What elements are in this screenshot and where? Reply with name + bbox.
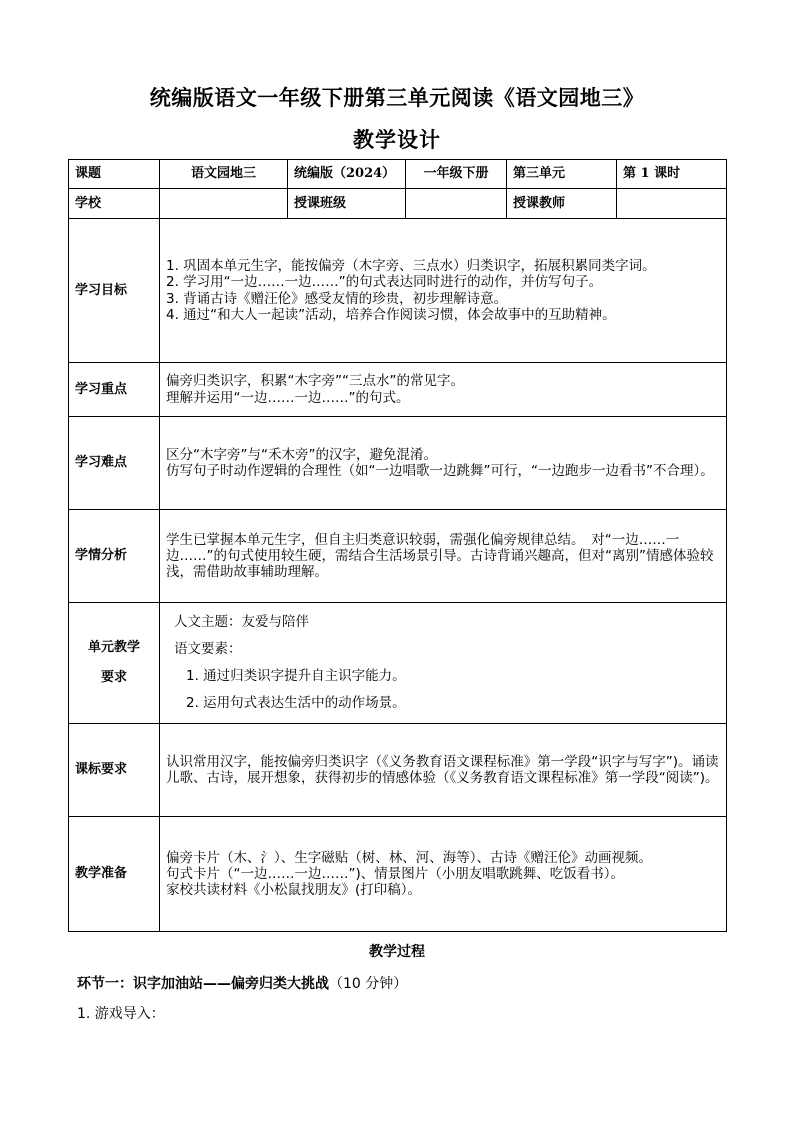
label-teacher: 授课教师 bbox=[507, 189, 617, 219]
value-unit: 第三单元 bbox=[507, 160, 617, 189]
document-subtitle: 教学设计 bbox=[353, 127, 441, 152]
label-preparation: 教学准备 bbox=[69, 817, 160, 932]
label-unit-requirements-line2: 要求 bbox=[100, 670, 127, 685]
curriculum-content bbox=[160, 724, 727, 817]
key-point-item: 偏旁归类识字，积累“木字旁”“三点水”的常见字。 bbox=[166, 373, 464, 390]
unit-requirements-content bbox=[160, 603, 727, 724]
preparation-item: 句式卡片（“一边……一边……”)、情景图片（小朋友唱歌跳舞、吃饭看书）。 bbox=[166, 865, 625, 882]
table-row-unit-requirements bbox=[69, 603, 727, 724]
label-key-points: 学习重点 bbox=[69, 363, 160, 417]
label-difficulties: 学习难点 bbox=[69, 417, 160, 510]
value-grade: 一年级下册 bbox=[406, 160, 507, 189]
label-objectives: 学习目标 bbox=[69, 219, 160, 363]
key-point-item: 理解并运用“一边……一边……”的句式。 bbox=[166, 389, 410, 406]
objective-item: 2. 学习用“一边……一边……”的句式表达同时进行的动作，并仿写句子。 bbox=[166, 274, 603, 291]
lesson-plan-table bbox=[68, 159, 727, 932]
difficulty-item: 仿写句子时动作逻辑的合理性（如“一边唱歌一边跳舞”可行，“一边跑步一边看书”不合理）。 bbox=[166, 463, 714, 479]
objective-item: 4. 通过“和大人一起读”活动，培养合作阅读习惯，体会故事中的互助精神。 bbox=[166, 306, 616, 323]
preparation-item: 偏旁卡片（木、氵）、生字磁贴（树、林、河、海等）、古诗《赠汪伦》动画视频。 bbox=[166, 849, 652, 866]
language-element-item: 1. 通过归类识字提升自主识字能力。 bbox=[186, 668, 406, 684]
curriculum-text: 认识常用汉字，能按偏旁归类识字（《义务教育语文课程标准》第一学段“识字与写字”)。诵读儿歌、古诗，展开想象，获得初步的情感体验（《义务教育语文课程标准》第一学段“阅读”)。 bbox=[166, 753, 719, 786]
objective-item: 1. 巩固本单元生字，能按偏旁（木字旁、三点水）归类识字，拓展积累同类字词。 bbox=[166, 258, 656, 275]
table-row-school bbox=[69, 189, 727, 219]
language-element-item: 2. 运用句式表达生活中的动作场景。 bbox=[186, 695, 406, 711]
table-row-preparation bbox=[69, 817, 727, 932]
section-heading bbox=[77, 973, 407, 993]
preparation-content bbox=[160, 817, 727, 932]
value-topic: 语文园地三 bbox=[160, 160, 288, 189]
label-analysis: 学情分析 bbox=[69, 510, 160, 603]
table-row-objectives bbox=[69, 219, 727, 363]
value-edition: 统编版（2024） bbox=[288, 160, 406, 189]
table-row-curriculum bbox=[69, 724, 727, 817]
label-topic: 课题 bbox=[69, 160, 160, 189]
value-school bbox=[160, 189, 288, 219]
table-row-difficulties bbox=[69, 417, 727, 510]
table-row-analysis bbox=[69, 510, 727, 603]
label-unit-requirements bbox=[69, 603, 160, 724]
table-row-key-points bbox=[69, 363, 727, 417]
value-class bbox=[406, 189, 507, 219]
preparation-item: 家校共读材料《小松鼠找朋友》(打印稿）。 bbox=[166, 882, 422, 899]
table-row-topic bbox=[69, 160, 727, 189]
document-title: 统编版语文一年级下册第三单元阅读《语文园地三》 bbox=[149, 85, 645, 110]
language-elements-title: 语文要素： bbox=[174, 641, 242, 657]
label-curriculum: 课标要求 bbox=[69, 724, 160, 817]
label-class: 授课班级 bbox=[288, 189, 406, 219]
section-item: 1. 游戏导入： bbox=[77, 1006, 165, 1022]
section-title: 环节一：识字加油站——偏旁归类大挑战 bbox=[77, 976, 329, 992]
objectives-content bbox=[160, 219, 727, 363]
key-points-content bbox=[160, 363, 727, 417]
humanistic-theme: 人文主题：友爱与陪伴 bbox=[174, 614, 309, 630]
label-unit-requirements-line1: 单元教学 bbox=[87, 640, 140, 656]
objective-item: 3. 背诵古诗《赠汪伦》感受友情的珍贵，初步理解诗意。 bbox=[166, 290, 508, 307]
analysis-text: 学生已掌握本单元生字，但自主归类意识较弱，需强化偏旁规律总结。 对“一边……一边……”的句式使用较生硬，需结合生活场景引导。古诗背诵兴趣高，但对“离别”情感体验较浅，需借助故事辅助理解。 bbox=[166, 531, 714, 581]
analysis-content bbox=[160, 510, 727, 603]
difficulties-content bbox=[160, 417, 727, 510]
process-heading: 教学过程 bbox=[369, 944, 425, 960]
section-time: （10 分钟） bbox=[329, 976, 408, 992]
label-school: 学校 bbox=[69, 189, 160, 219]
difficulty-item: 区分“木字旁”与“禾木旁”的汉字，避免混淆。 bbox=[166, 446, 437, 463]
value-period: 第 1 课时 bbox=[617, 160, 727, 189]
value-teacher bbox=[617, 189, 727, 219]
